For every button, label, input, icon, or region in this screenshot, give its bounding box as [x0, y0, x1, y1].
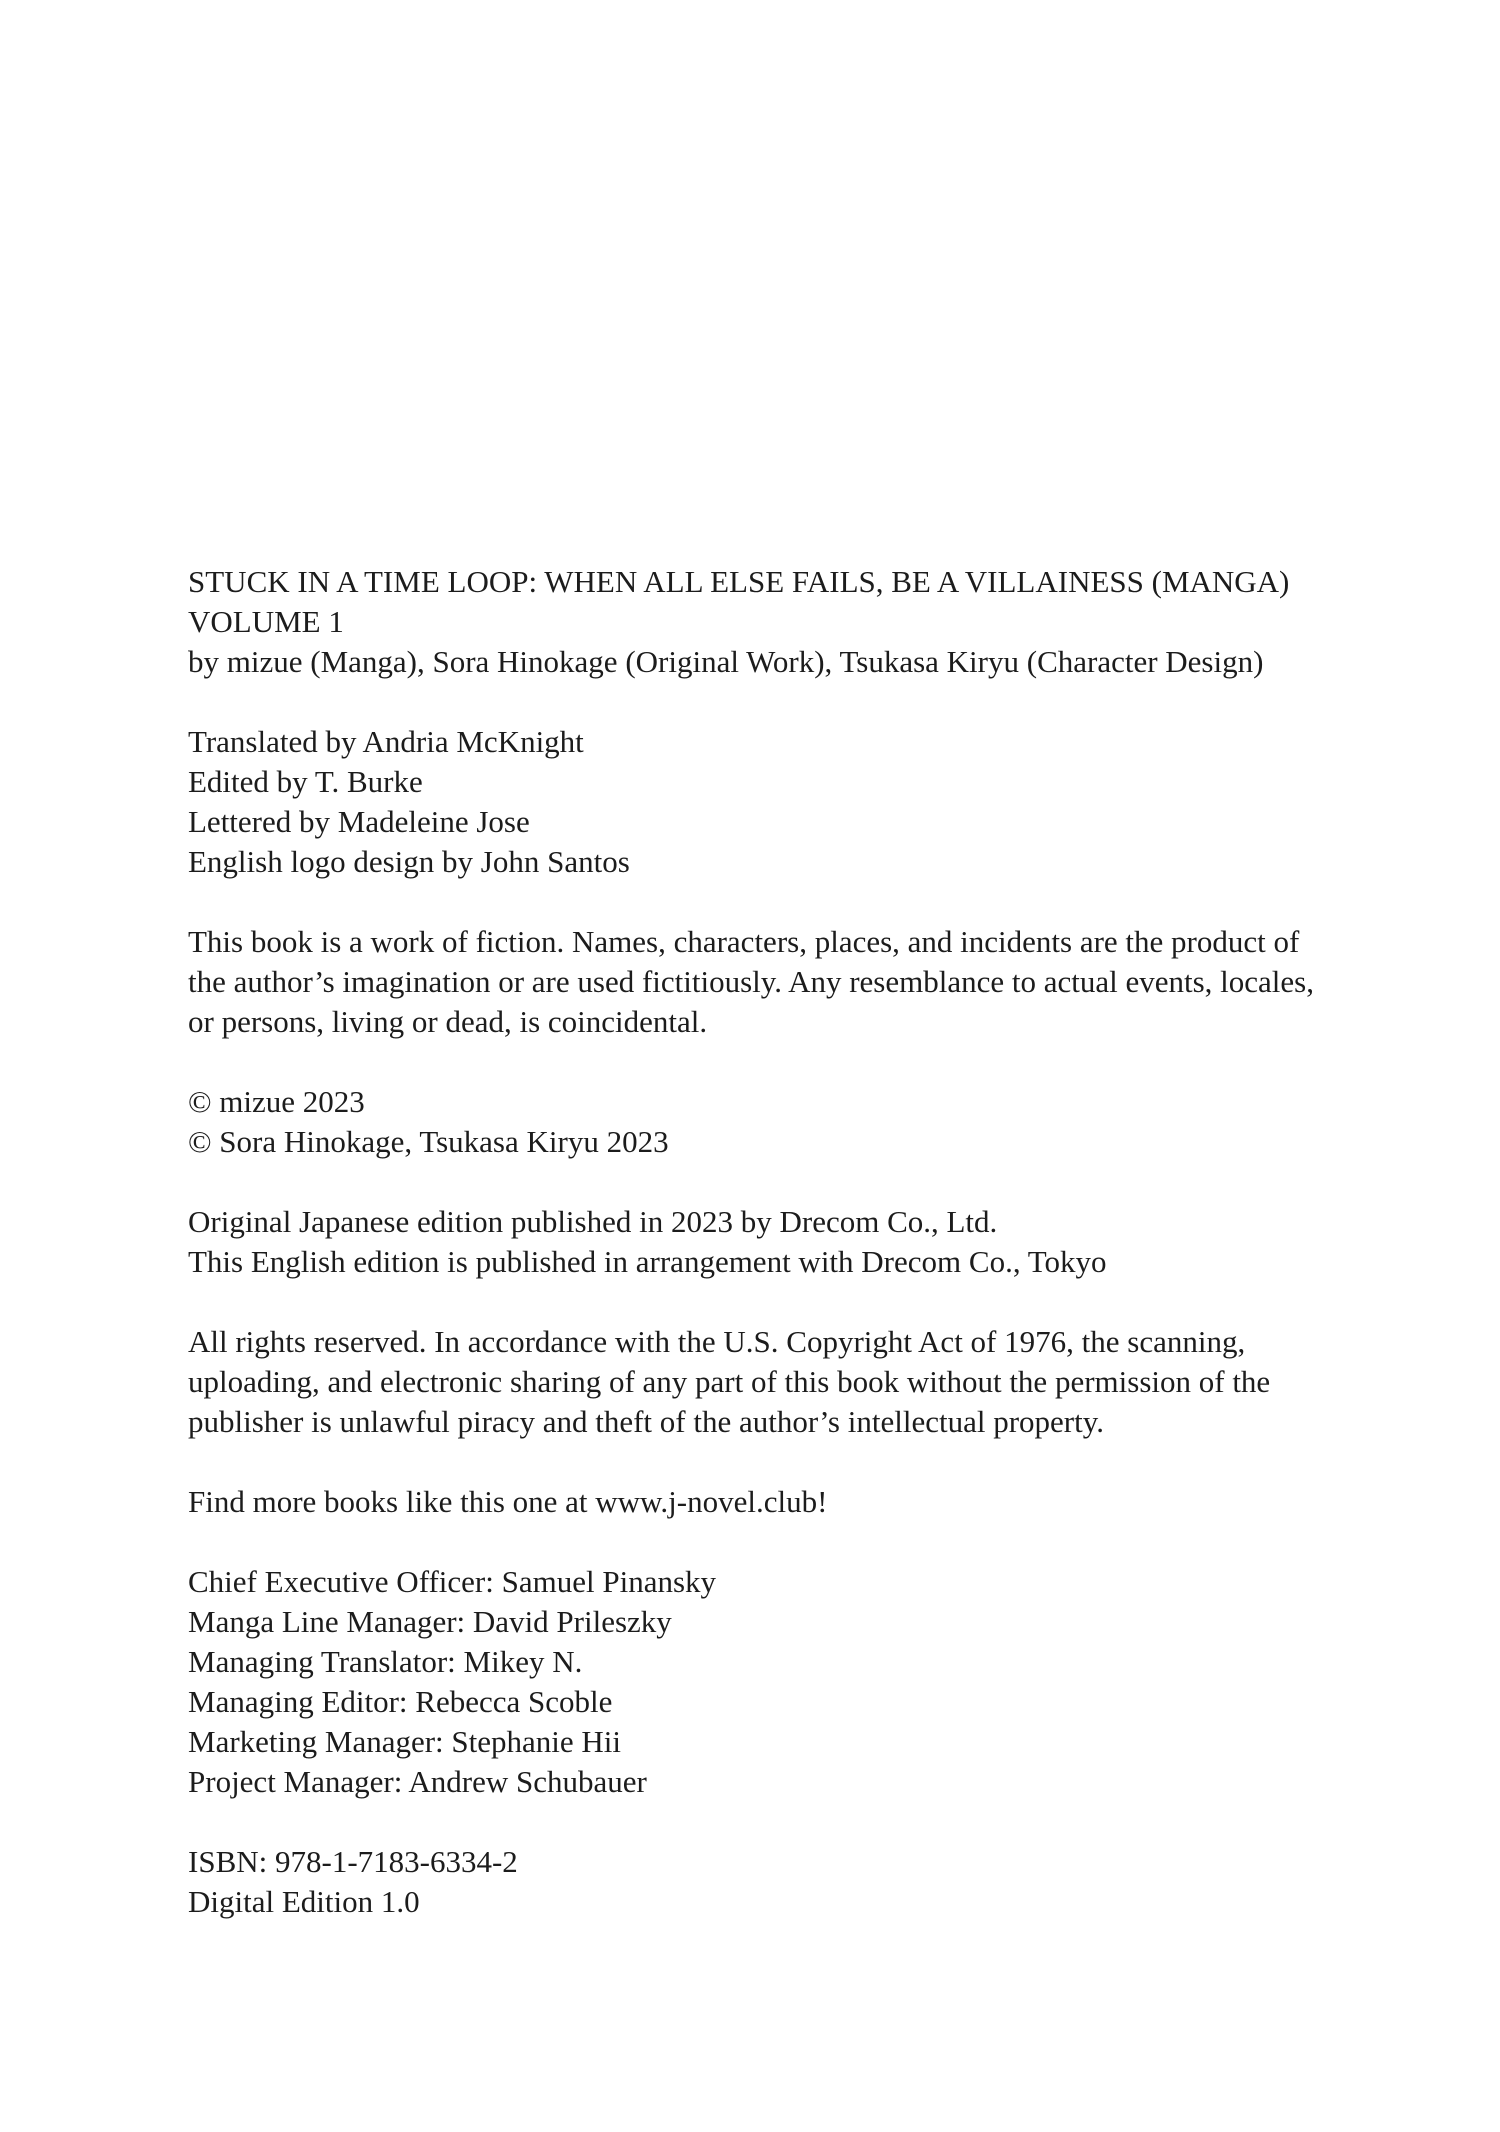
edition-line: This English edition is published in arrangement with Drecom Co., Tokyo [188, 1244, 1107, 1279]
isbn: ISBN: 978-1-7183-6334-2 [188, 1844, 518, 1879]
digital-edition: Digital Edition 1.0 [188, 1884, 420, 1919]
credit-translator: Translated by Andria McKnight [188, 724, 584, 759]
rights-line: uploading, and electronic sharing of any part of this book without the permission of the [188, 1364, 1271, 1399]
copyright-text [188, 562, 1428, 1962]
series-title: STUCK IN A TIME LOOP: WHEN ALL ELSE FAILS, BE A VILLAINESS (MANGA) [188, 564, 1290, 599]
rights-notice [188, 1322, 1428, 1442]
staff-ceo: Chief Executive Officer: Samuel Pinansky [188, 1564, 717, 1599]
staff-project-manager: Project Manager: Andrew Schubauer [188, 1764, 647, 1799]
credit-letterer: Lettered by Madeleine Jose [188, 804, 530, 839]
credit-logo-designer: English logo design by John Santos [188, 844, 630, 879]
rights-line: publisher is unlawful piracy and theft of the author’s intellectual property. [188, 1404, 1104, 1439]
staff-list [188, 1562, 1428, 1802]
publication-ids [188, 1842, 1428, 1922]
fiction-disclaimer [188, 922, 1428, 1042]
rights-line: All rights reserved. In accordance with the U.S. Copyright Act of 1976, the scanning, [188, 1324, 1246, 1359]
edition-info [188, 1202, 1428, 1282]
copyright-line: © Sora Hinokage, Tsukasa Kiryu 2023 [188, 1124, 669, 1159]
website-notice [188, 1482, 1428, 1522]
byline: by mizue (Manga), Sora Hinokage (Original Work), Tsukasa Kiryu (Character Design) [188, 644, 1264, 679]
staff-marketing-manager: Marketing Manager: Stephanie Hii [188, 1724, 622, 1759]
copyright-notices [188, 1082, 1428, 1162]
website-line: Find more books like this one at www.j-novel.club! [188, 1484, 828, 1519]
credits-block [188, 722, 1428, 882]
credit-editor: Edited by T. Burke [188, 764, 423, 799]
volume-number: VOLUME 1 [188, 604, 344, 639]
disclaimer-line: or persons, living or dead, is coincidental. [188, 1004, 708, 1039]
title-block [188, 562, 1428, 682]
disclaimer-line: This book is a work of fiction. Names, characters, places, and incidents are the product of [188, 924, 1300, 959]
staff-managing-editor: Managing Editor: Rebecca Scoble [188, 1684, 613, 1719]
copyright-line: © mizue 2023 [188, 1084, 365, 1119]
edition-line: Original Japanese edition published in 2023 by Drecom Co., Ltd. [188, 1204, 998, 1239]
disclaimer-line: the author’s imagination or are used fictitiously. Any resemblance to actual events, locales, [188, 964, 1314, 999]
staff-manga-line-manager: Manga Line Manager: David Prileszky [188, 1604, 672, 1639]
staff-managing-translator: Managing Translator: Mikey N. [188, 1644, 583, 1679]
